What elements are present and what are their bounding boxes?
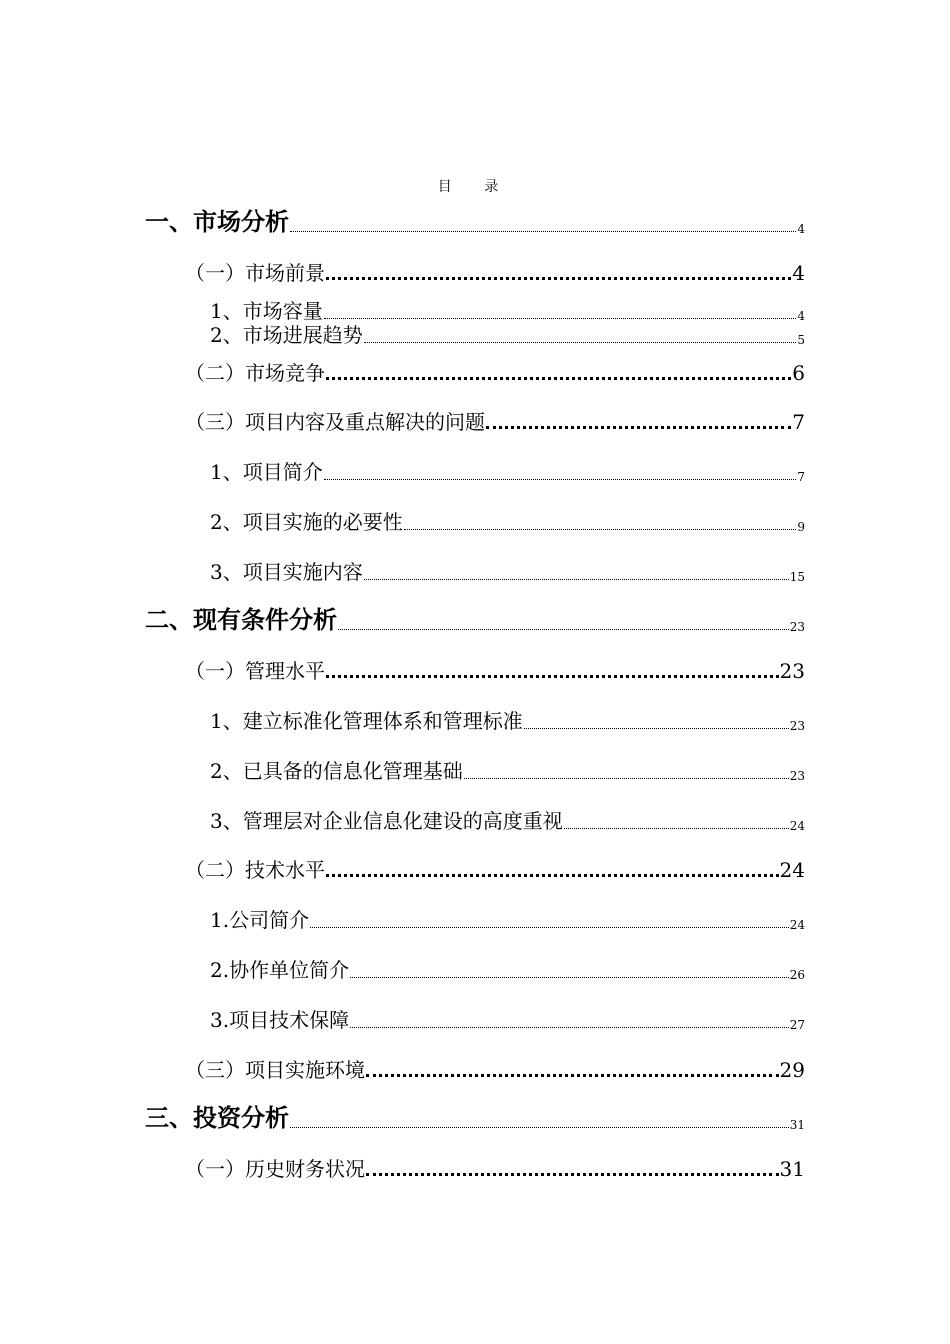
toc-entry-subsection[interactable] xyxy=(210,323,805,347)
toc-entry-subsection[interactable] xyxy=(210,560,805,584)
toc-entry-label: 3、管理层对企业信息化建设的高度重视 xyxy=(210,809,563,833)
dot-leader xyxy=(310,927,789,928)
dot-leader xyxy=(326,874,779,877)
toc-entry-label: 3.项目技术保障 xyxy=(210,1008,350,1032)
dot-leader xyxy=(290,1127,789,1128)
toc-page-number: 6 xyxy=(792,361,805,385)
toc-entry-subsection[interactable] xyxy=(210,1008,805,1032)
dot-leader xyxy=(326,675,779,678)
dot-leader xyxy=(486,426,791,429)
toc-entry-label: 三、投资分析 xyxy=(145,1104,289,1132)
toc-entry-section[interactable] xyxy=(185,858,805,882)
toc-entry-section[interactable] xyxy=(185,410,805,434)
dot-leader xyxy=(326,377,791,380)
toc-page-number: 23 xyxy=(789,620,805,634)
toc-entry-section[interactable] xyxy=(185,659,805,683)
toc-entry-section[interactable] xyxy=(185,1058,805,1082)
toc-page-number: 24 xyxy=(779,858,805,882)
toc-entry-label: 2、已具备的信息化管理基础 xyxy=(210,759,463,783)
toc-entry-subsection[interactable] xyxy=(210,958,805,982)
toc-entry-label: 1.公司简介 xyxy=(210,908,310,932)
toc-page-number: 4 xyxy=(797,222,805,236)
toc-entry-label: 二、现有条件分析 xyxy=(145,606,337,634)
toc-entry-subsection[interactable] xyxy=(210,510,805,534)
toc-entry-subsection[interactable] xyxy=(210,759,805,783)
toc-page-number: 29 xyxy=(779,1058,805,1082)
toc-page-number: 15 xyxy=(789,570,805,584)
toc-page-number: 7 xyxy=(792,410,805,434)
toc-entry-label: 2、项目实施的必要性 xyxy=(210,510,403,534)
toc-entry-label: 1、市场容量 xyxy=(210,299,323,323)
toc-page-number: 4 xyxy=(792,261,805,285)
toc-page-number: 23 xyxy=(779,659,805,683)
dot-leader xyxy=(350,1027,789,1028)
toc-page-number: 4 xyxy=(797,309,805,323)
dot-leader xyxy=(326,277,791,280)
toc-entry-section[interactable] xyxy=(185,1157,805,1181)
dot-leader xyxy=(350,977,789,978)
toc-page-number: 9 xyxy=(797,520,805,534)
toc-page-number: 27 xyxy=(789,1018,805,1032)
dot-leader xyxy=(324,318,797,319)
toc-entry-label: （二）市场竞争 xyxy=(185,361,325,385)
toc-page-number: 26 xyxy=(789,968,805,982)
toc-entry-label: （一）历史财务状况 xyxy=(185,1157,365,1181)
toc-entry-chapter-2[interactable] xyxy=(145,606,805,634)
toc-page-number: 23 xyxy=(789,769,805,783)
toc-entry-label: （三）项目内容及重点解决的问题 xyxy=(185,410,485,434)
toc-page-number: 31 xyxy=(779,1157,805,1181)
dot-leader xyxy=(364,342,797,343)
dot-leader xyxy=(366,1173,779,1176)
dot-leader xyxy=(364,579,789,580)
toc-entry-chapter-3[interactable] xyxy=(145,1104,805,1132)
toc-entry-section[interactable] xyxy=(185,361,805,385)
toc-entry-section[interactable] xyxy=(185,261,805,285)
toc-entry-subsection[interactable] xyxy=(210,709,805,733)
toc-entry-subsection[interactable] xyxy=(210,908,805,932)
toc-page-number: 23 xyxy=(789,719,805,733)
toc-entry-chapter-1[interactable] xyxy=(145,208,805,236)
toc-entry-label: 2、市场进展趋势 xyxy=(210,323,363,347)
toc-page-number: 5 xyxy=(797,333,805,347)
toc-entry-label: 一、市场分析 xyxy=(145,208,289,236)
toc-entry-label: 2.协作单位简介 xyxy=(210,958,350,982)
dot-leader xyxy=(524,728,789,729)
toc-page-number: 7 xyxy=(797,470,805,484)
toc-entry-label: 3、项目实施内容 xyxy=(210,560,363,584)
toc-page-number: 24 xyxy=(789,918,805,932)
toc-entry-label: （三）项目实施环境 xyxy=(185,1058,365,1082)
dot-leader xyxy=(464,778,789,779)
toc-page-number: 24 xyxy=(789,819,805,833)
toc-entry-label: （一）管理水平 xyxy=(185,659,325,683)
toc-entry-label: （二）技术水平 xyxy=(185,858,325,882)
toc-entry-subsection[interactable] xyxy=(210,299,805,323)
toc-page-number: 31 xyxy=(789,1118,805,1132)
dot-leader xyxy=(324,479,797,480)
toc-entry-subsection[interactable] xyxy=(210,809,805,833)
dot-leader xyxy=(404,529,797,530)
dot-leader xyxy=(366,1074,779,1077)
dot-leader xyxy=(338,629,789,630)
dot-leader xyxy=(290,231,796,232)
toc-entry-label: 1、建立标准化管理体系和管理标准 xyxy=(210,709,523,733)
toc-entry-label: （一）市场前景 xyxy=(185,261,325,285)
toc-entry-subsection[interactable] xyxy=(210,460,805,484)
dot-leader xyxy=(564,828,789,829)
toc-title: 目 录 xyxy=(437,179,513,195)
toc-entry-label: 1、项目简介 xyxy=(210,460,323,484)
